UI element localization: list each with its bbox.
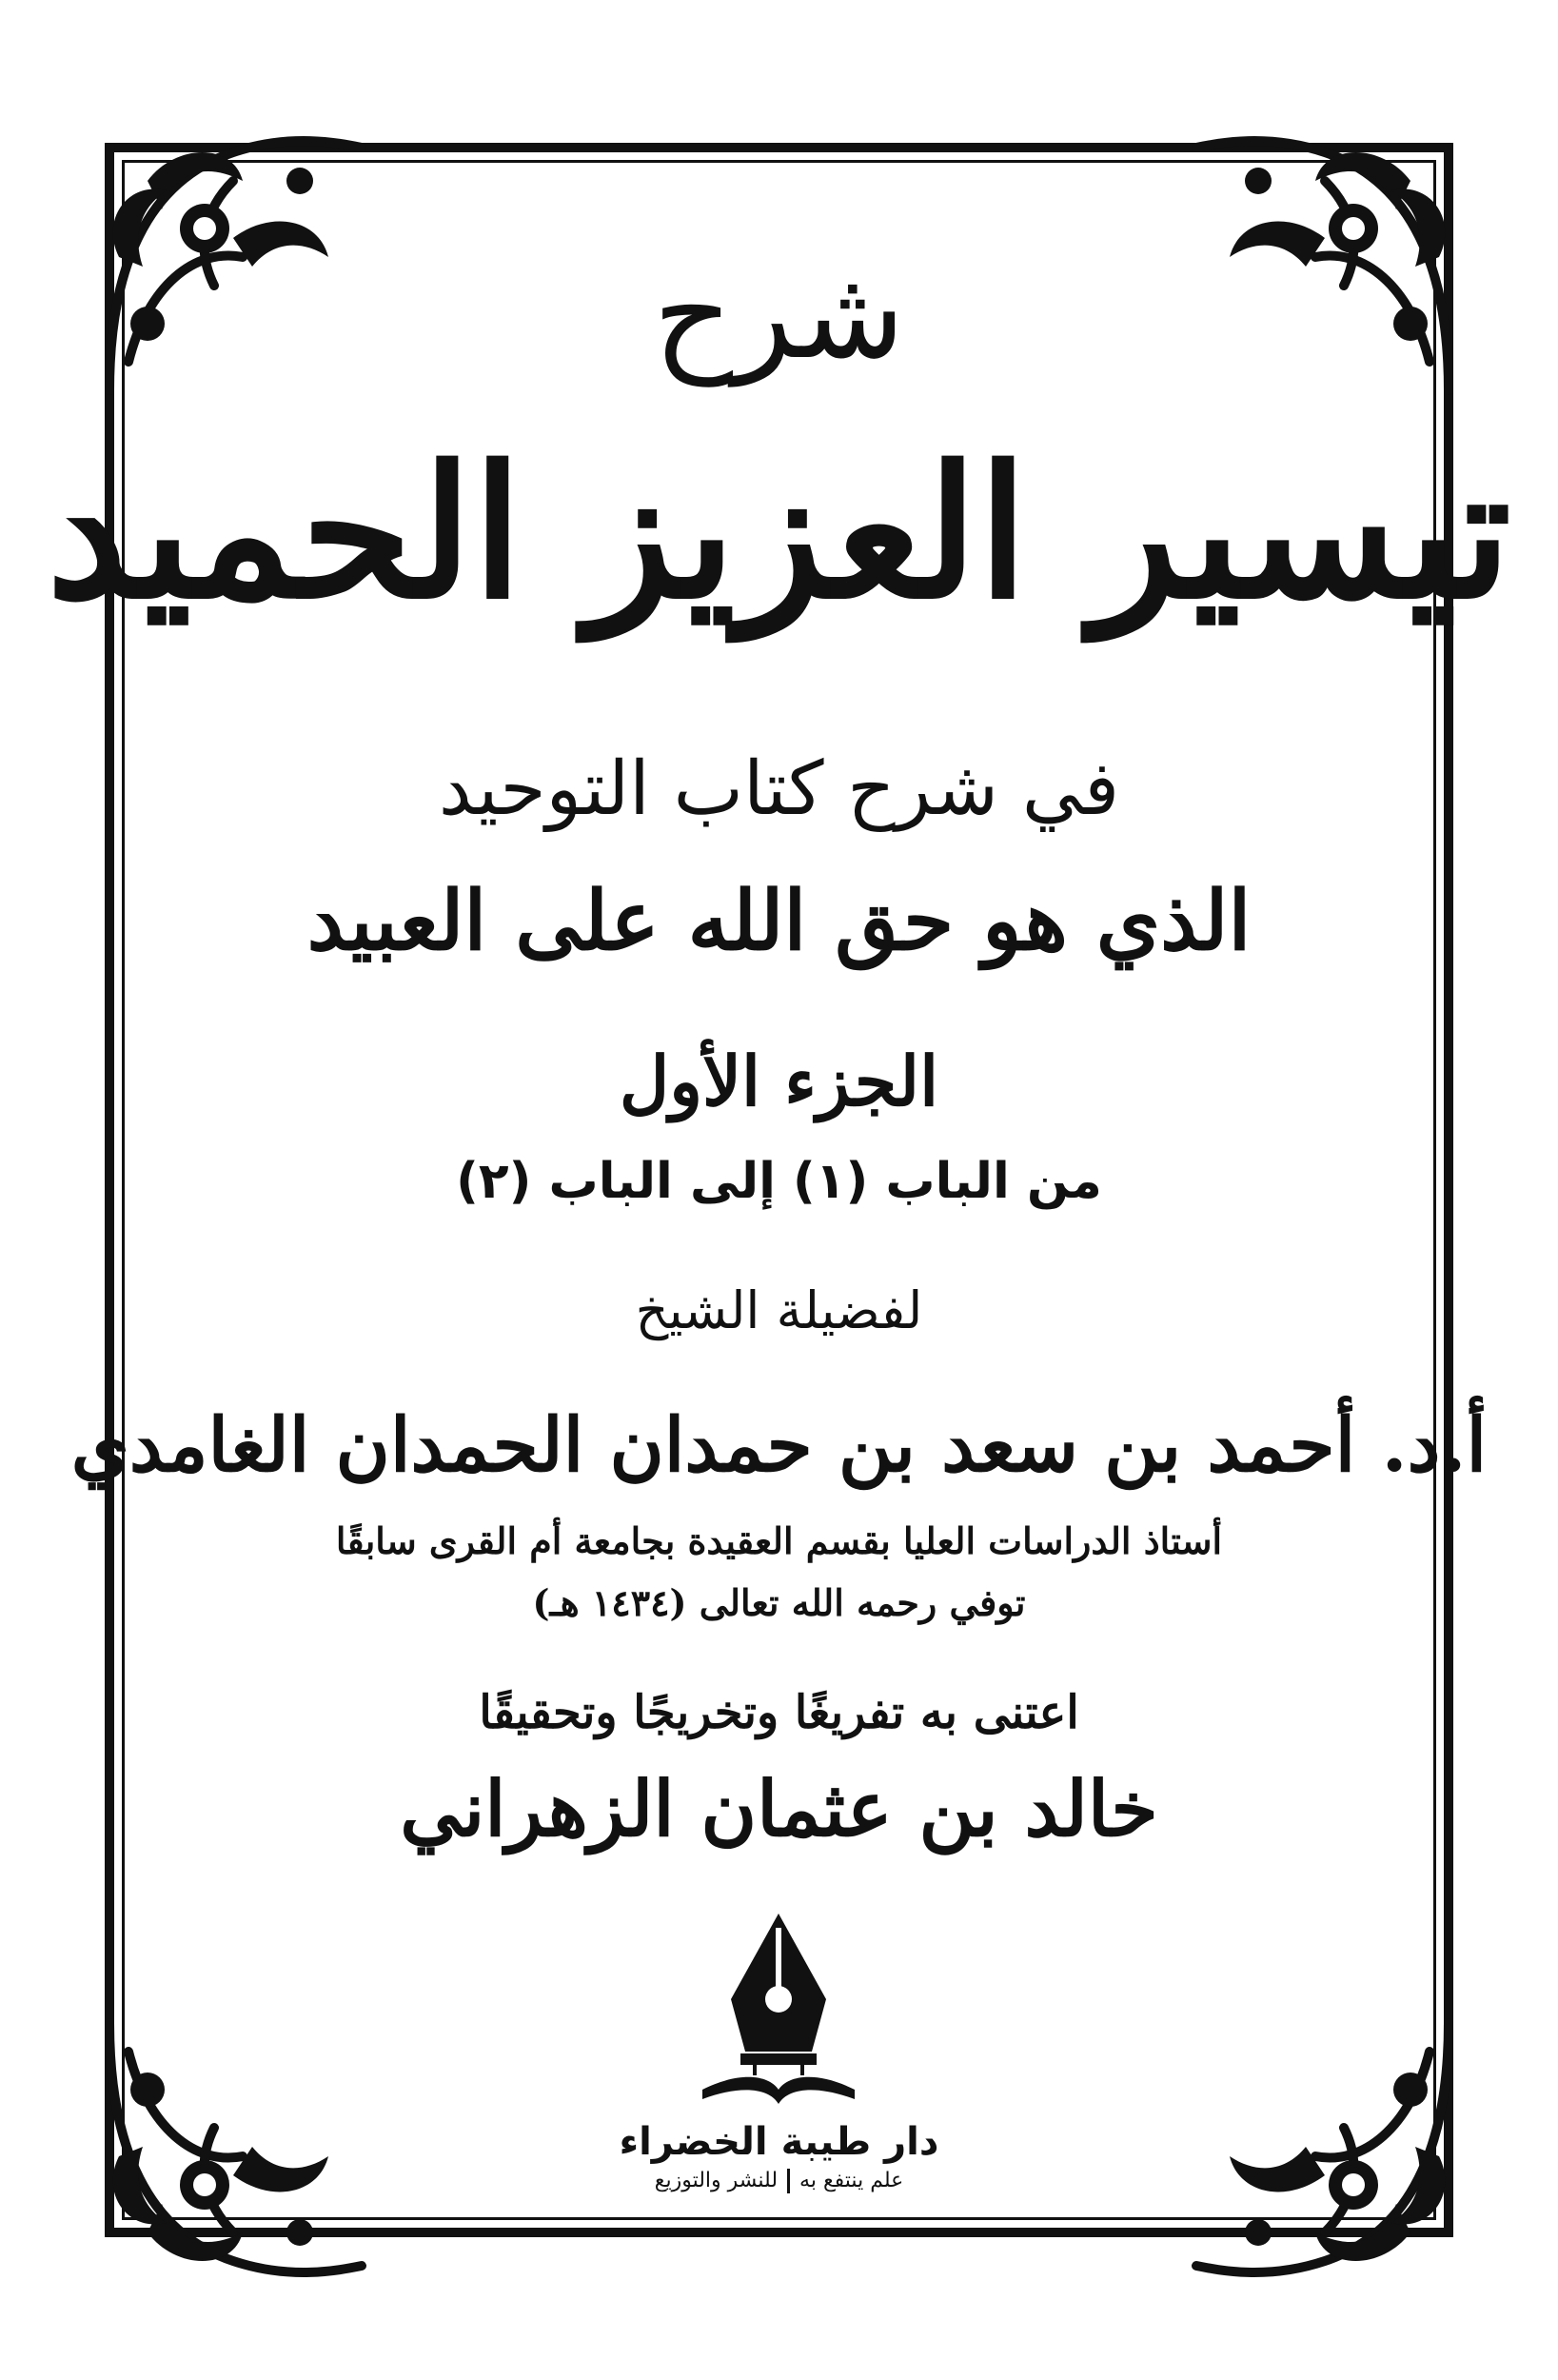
publisher-tagline xyxy=(0,2169,1558,2193)
editor-name: خالد بن عثمان الزهراني xyxy=(400,1764,1158,1854)
book-title: تيسير العزيز الحميد xyxy=(46,426,1512,639)
author-death: توفي رحمه الله تعالى (١٤٣٤ هـ) xyxy=(532,1581,1026,1624)
chapter-range: من الباب (١) إلى الباب (٢) xyxy=(456,1153,1102,1210)
publisher-tag-right: علم ينتفع به xyxy=(799,2169,904,2192)
author-position: أستاذ الدراسات العليا بقسم العقيدة بجامعة أم القرى سابقًا xyxy=(335,1519,1223,1562)
volume-label: الجزء الأول xyxy=(619,1041,939,1121)
subtitle-line-1: في شرح كتاب التوحيد xyxy=(438,746,1120,832)
author-name: أ.د. أحمد بن سعد بن حمدان الحمدان الغامدي xyxy=(70,1402,1488,1489)
tagline-divider xyxy=(787,2169,790,2193)
subtitle-line-2: الذي هو حق الله على العبيد xyxy=(306,873,1252,969)
honorific: لفضيلة الشيخ xyxy=(635,1280,923,1340)
publisher-tag-left: للنشر والتوزيع xyxy=(654,2169,779,2192)
publisher-name: دار طيبة الخضراء xyxy=(619,2120,939,2164)
editor-caption: اعتنى به تفريغًا وتخريجًا وتحقيقًا xyxy=(479,1686,1079,1739)
title-prefix: شرح xyxy=(653,242,905,387)
publisher-logo-icon xyxy=(683,1909,874,2113)
